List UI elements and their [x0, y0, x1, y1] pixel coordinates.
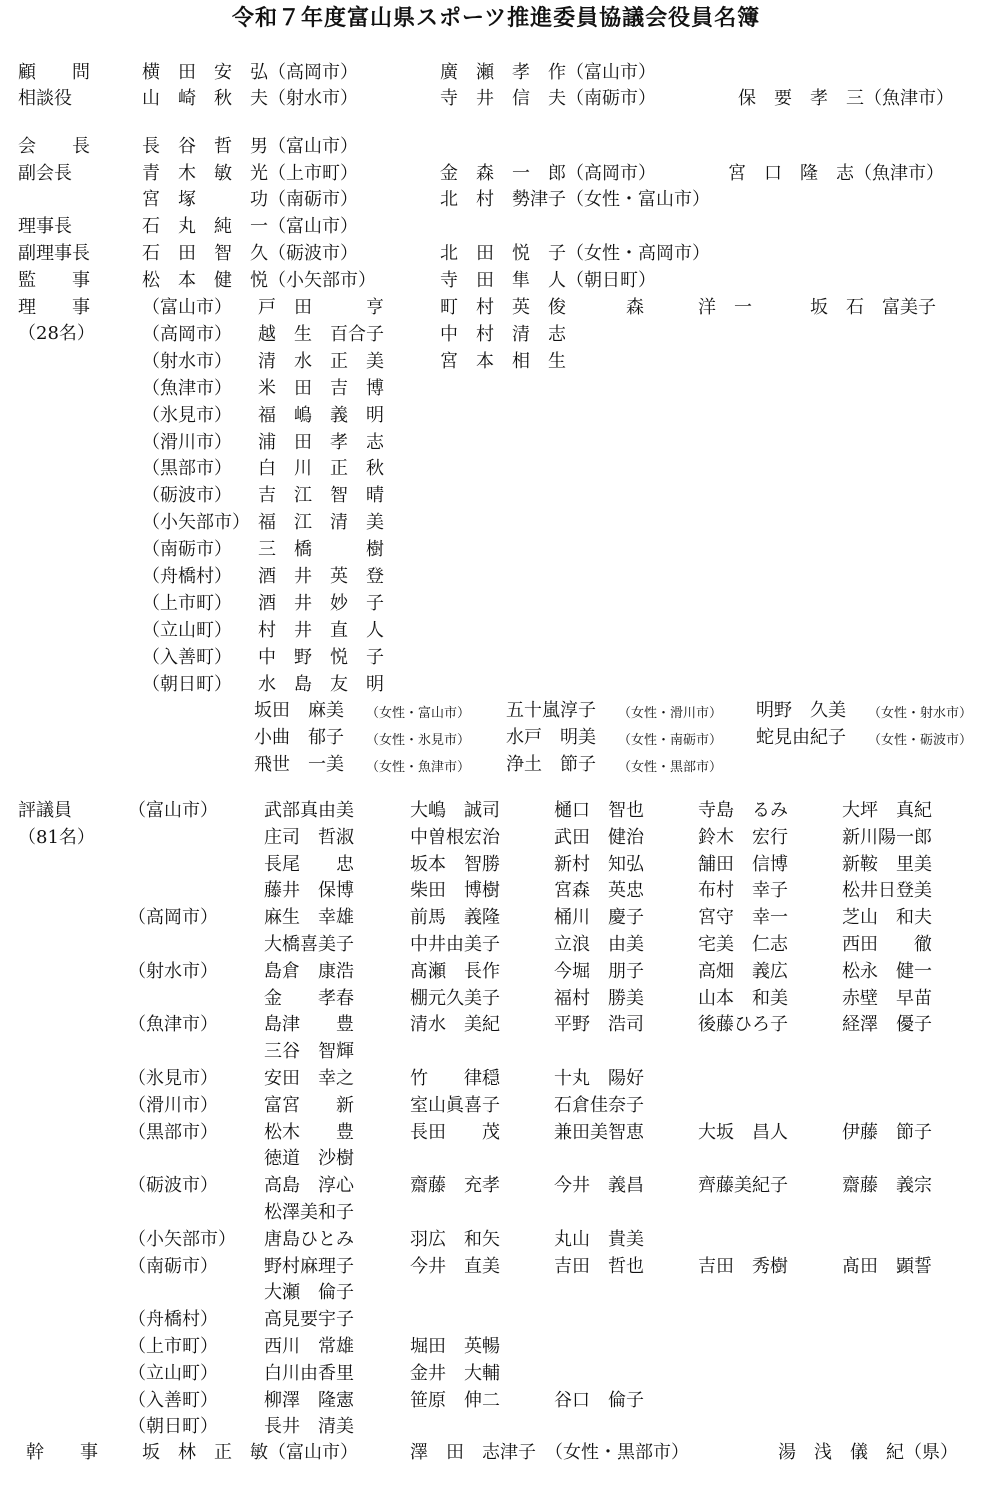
area-label: （小矢部市）	[128, 1228, 236, 1250]
member-name: 吉田 哲也	[554, 1255, 644, 1277]
member-name: 清 水 正 美	[258, 350, 384, 372]
member-name: 堀田 英暢	[410, 1336, 500, 1357]
member-name: 宮守 幸一	[698, 907, 788, 929]
area-label: （入善町）	[142, 646, 232, 668]
member-name: 舗田 信博	[698, 853, 788, 875]
member-name: 山本 和美	[698, 987, 788, 1009]
member-name: 戸 田 亨	[258, 297, 384, 318]
role-label: 監 事	[18, 270, 90, 291]
member-count: （81名）	[18, 827, 95, 848]
member-note: （女性・砺波市）	[868, 733, 973, 748]
member-name: 金 孝春	[264, 987, 354, 1009]
member-name: 平野 浩司	[554, 1014, 644, 1036]
member-name: 中曽根宏治	[410, 826, 500, 848]
member-name: 吉 江 智 晴	[258, 485, 384, 507]
member-name: 西川 常雄	[264, 1336, 354, 1357]
member-name: 米 田 吉 博	[258, 377, 384, 399]
member-name: 三谷 智輝	[264, 1041, 354, 1063]
area-label: （南砺市）	[142, 539, 232, 561]
member-name: 松井日登美	[842, 880, 932, 902]
member-name: 松木 豊	[264, 1121, 354, 1143]
member-entry: 山 崎 秋 夫（射水市）	[142, 88, 358, 109]
role-label: 副理事長	[18, 243, 90, 264]
area-label: （氷見市）	[142, 404, 232, 426]
role-label: 理事長	[18, 216, 72, 237]
member-name: 唐島ひとみ	[264, 1228, 354, 1250]
member-name: 村 井 直 人	[258, 619, 384, 641]
member-name: 藤井 保博	[264, 880, 354, 902]
member-name: 白 川 正 秋	[258, 458, 384, 480]
member-name: 十丸 陽好	[554, 1068, 644, 1089]
member-entry: 青 木 敏 光（上市町）	[142, 163, 358, 184]
member-name: 五十嵐淳子	[506, 700, 596, 721]
member-name: 高畑 義広	[698, 960, 788, 982]
area-label: （上市町）	[128, 1336, 218, 1357]
area-label: （南砺市）	[128, 1255, 218, 1277]
member-name: 宮森 英忠	[554, 880, 644, 902]
area-label: （高岡市）	[142, 323, 232, 345]
member-name: 富宮 新	[264, 1094, 354, 1116]
member-name: 長尾 忠	[264, 853, 354, 875]
area-label: （射水市）	[142, 350, 232, 372]
member-name: 今堀 朋子	[554, 960, 644, 982]
area-label: （舟橋村）	[142, 566, 232, 587]
member-name: 島津 豊	[264, 1014, 354, 1036]
member-name: 宅美 仁志	[698, 934, 788, 955]
member-name: 水戸 明美	[506, 727, 596, 748]
member-note: （女性・黒部市）	[618, 760, 723, 775]
member-entry: 宮 塚 功（南砺市）	[142, 189, 358, 210]
member-name: 安田 幸之	[264, 1068, 354, 1089]
member-name: 髙瀬 長作	[410, 960, 500, 982]
area-label: （魚津市）	[128, 1014, 218, 1036]
member-name: 金井 大輔	[410, 1362, 500, 1384]
member-note: （女性・氷見市）	[366, 733, 471, 748]
member-entry: 宮 口 隆 志（魚津市）	[728, 163, 944, 184]
member-name: 石倉佳奈子	[554, 1094, 644, 1116]
area-label: （入善町）	[128, 1389, 218, 1411]
member-name: 福 嶋 義 明	[258, 404, 384, 426]
member-name: 長井 清美	[264, 1416, 354, 1438]
member-entry: 廣 瀬 孝 作（富山市）	[440, 62, 656, 83]
member-name: 棚元久美子	[410, 987, 500, 1009]
member-name: 芝山 和夫	[842, 907, 932, 929]
member-entry: 石 田 智 久（砺波市）	[142, 243, 358, 264]
member-name: 中井由美子	[410, 934, 500, 955]
member-name: 飛世 一美	[254, 754, 344, 775]
area-label: （富山市）	[142, 297, 232, 318]
member-name: 後藤ひろ子	[698, 1014, 788, 1036]
member-entry: 澤 田 志津子 （女性・黒部市）	[410, 1442, 689, 1463]
member-name: 大嶋 誠司	[410, 800, 500, 821]
member-name: 齋藤 義宗	[842, 1175, 932, 1197]
member-name: 酒 井 妙 子	[258, 592, 384, 614]
member-name: 坂本 智勝	[410, 853, 500, 875]
member-name: 大瀬 倫子	[264, 1282, 354, 1304]
member-entry: 坂 林 正 敏（富山市）	[142, 1442, 358, 1463]
area-label: （射水市）	[128, 960, 218, 982]
member-name: 高見要宇子	[264, 1309, 354, 1331]
area-label: （砺波市）	[128, 1175, 218, 1197]
area-label: （滑川市）	[142, 431, 232, 453]
member-name: 福村 勝美	[554, 987, 644, 1009]
member-name: 島倉 康浩	[264, 960, 354, 982]
member-name: 坂 石 富美子	[810, 297, 936, 318]
member-entry: 金 森 一 郎（高岡市）	[440, 163, 656, 184]
member-name: 新村 知弘	[554, 853, 644, 875]
member-name: 野村麻理子	[264, 1255, 354, 1277]
area-label: （朝日町）	[128, 1416, 218, 1438]
member-name: 浄土 節子	[506, 754, 596, 775]
member-name: 経澤 優子	[842, 1014, 932, 1036]
member-name: 布村 幸子	[698, 880, 788, 902]
member-name: 長田 茂	[410, 1121, 500, 1143]
area-label: （富山市）	[128, 800, 218, 821]
area-label: （立山町）	[142, 619, 232, 641]
member-entry: 北 田 悦 子（女性・高岡市）	[440, 243, 710, 264]
member-name: 町 村 英 俊	[440, 297, 566, 318]
area-label: （舟橋村）	[128, 1309, 218, 1331]
member-name: 丸山 貴美	[554, 1228, 644, 1250]
member-name: 蛇見由紀子	[756, 727, 846, 748]
member-note: （女性・魚津市）	[366, 760, 471, 775]
member-name: 中 野 悦 子	[258, 646, 384, 668]
member-entry: 寺 田 隼 人（朝日町）	[440, 270, 656, 291]
member-name: 柳澤 隆憲	[264, 1389, 354, 1411]
member-name: 齋藤 充孝	[410, 1175, 500, 1197]
member-note: （女性・南砺市）	[618, 733, 723, 748]
member-name: 高島 淳心	[264, 1175, 354, 1197]
member-name: 小曲 郁子	[254, 727, 344, 748]
member-name: 明野 久美	[756, 700, 846, 721]
member-entry: 石 丸 純 一（富山市）	[142, 216, 358, 237]
member-name: 寺島 るみ	[698, 800, 788, 821]
member-name: 竹 律穏	[410, 1068, 500, 1089]
area-label: （小矢部市）	[142, 512, 250, 534]
member-name: 齊藤美紀子	[698, 1175, 788, 1197]
member-name: 羽広 和矢	[410, 1228, 500, 1250]
member-name: 吉田 秀樹	[698, 1255, 788, 1277]
member-entry: 保 要 孝 三（魚津市）	[738, 88, 954, 109]
role-label: 相談役	[18, 88, 72, 109]
area-label: （砺波市）	[142, 485, 232, 507]
role-label: 理 事	[18, 297, 90, 318]
member-name: 立浪 由美	[554, 934, 644, 955]
member-name: 今井 義昌	[554, 1175, 644, 1197]
area-label: （高岡市）	[128, 907, 218, 929]
member-name: 庄司 哲淑	[264, 826, 354, 848]
area-label: （黒部市）	[142, 458, 232, 480]
member-name: 酒 井 英 登	[258, 566, 384, 587]
member-name: 越 生 百合子	[258, 323, 384, 345]
member-entry: 北 村 勢津子（女性・富山市）	[440, 189, 710, 210]
member-name: 谷口 倫子	[554, 1389, 644, 1411]
member-name: 武田 健治	[554, 826, 644, 848]
member-name: 赤壁 早苗	[842, 987, 932, 1009]
area-label: （黒部市）	[128, 1121, 218, 1143]
member-entry: 横 田 安 弘（高岡市）	[142, 62, 358, 83]
member-name: 大橋喜美子	[264, 934, 354, 955]
role-label: 副会長	[18, 163, 72, 184]
member-name: 桶川 慶子	[554, 907, 644, 929]
member-name: 新鞍 里美	[842, 853, 932, 875]
member-entry: 松 本 健 悦（小矢部市）	[142, 270, 376, 291]
member-name: 笹原 伸二	[410, 1389, 500, 1411]
area-label: （氷見市）	[128, 1068, 218, 1089]
role-label: 会 長	[18, 136, 90, 157]
member-name: 鈴木 宏行	[698, 826, 788, 848]
member-note: （女性・富山市）	[366, 706, 471, 721]
member-name: 松澤美和子	[264, 1202, 354, 1223]
member-name: 水 島 友 明	[258, 673, 384, 695]
member-count: （28名）	[18, 323, 95, 344]
member-name: 三 橋 樹	[258, 539, 384, 561]
member-name: 中 村 清 志	[440, 323, 566, 345]
role-label: 顧 問	[18, 62, 90, 83]
member-name: 樋口 智也	[554, 800, 644, 821]
member-name: 徳道 沙樹	[264, 1148, 354, 1170]
member-name: 前馬 義隆	[410, 907, 500, 929]
role-label: 幹 事	[26, 1442, 98, 1463]
area-label: （朝日町）	[142, 673, 232, 695]
member-entry: 湯 浅 儀 紀（県）	[778, 1442, 958, 1463]
member-name: 今井 直美	[410, 1255, 500, 1277]
member-note: （女性・射水市）	[868, 706, 973, 721]
member-name: 髙田 顕誓	[842, 1255, 932, 1277]
member-name: 西田 徹	[842, 934, 932, 955]
member-name: 武部真由美	[264, 800, 354, 821]
member-name: 松永 健一	[842, 960, 932, 982]
member-name: 室山眞喜子	[410, 1094, 500, 1116]
member-name: 清水 美紀	[410, 1014, 500, 1036]
area-label: （魚津市）	[142, 377, 232, 399]
member-name: 伊藤 節子	[842, 1121, 932, 1143]
member-name: 坂田 麻美	[254, 700, 344, 721]
member-name: 宮 本 相 生	[440, 350, 566, 372]
member-name: 柴田 博樹	[410, 880, 500, 902]
member-name: 福 江 清 美	[258, 512, 384, 534]
member-note: （女性・滑川市）	[618, 706, 723, 721]
member-name: 麻生 幸雄	[264, 907, 354, 929]
member-name: 大坪 真紀	[842, 800, 932, 821]
area-label: （上市町）	[142, 592, 232, 614]
member-name: 兼田美智恵	[554, 1121, 644, 1143]
role-label: 評議員	[18, 800, 72, 821]
area-label: （滑川市）	[128, 1094, 218, 1116]
member-name: 森 洋 一	[626, 297, 752, 318]
member-entry: 寺 井 信 夫（南砺市）	[440, 88, 656, 109]
member-name: 大坂 昌人	[698, 1121, 788, 1143]
member-entry: 長 谷 哲 男（富山市）	[142, 136, 358, 157]
member-name: 浦 田 孝 志	[258, 431, 384, 453]
member-name: 新川陽一郎	[842, 826, 932, 848]
area-label: （立山町）	[128, 1362, 218, 1384]
member-name: 白川由香里	[264, 1362, 354, 1384]
page-title: 令和７年度富山県スポーツ推進委員協議会役員名簿	[232, 6, 761, 31]
